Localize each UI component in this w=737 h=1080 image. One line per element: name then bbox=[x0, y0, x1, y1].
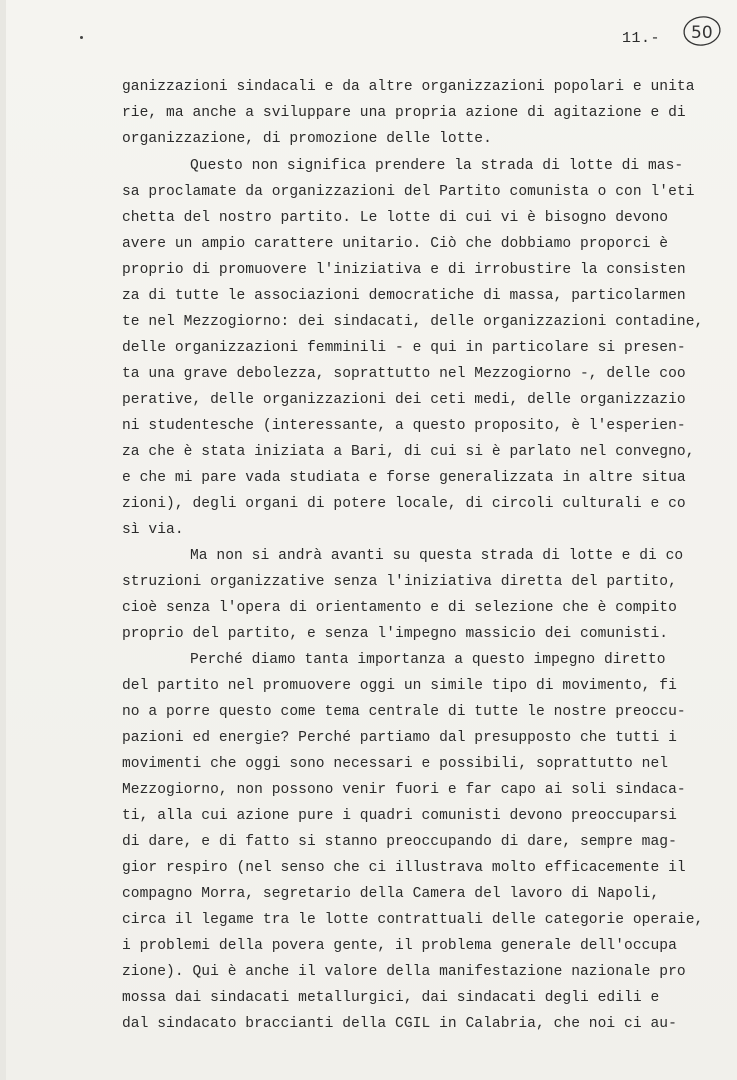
text-line: zione). Qui è anche il valore della manifestazione nazionale pro bbox=[122, 964, 686, 980]
speck bbox=[80, 36, 83, 39]
text-line: ta una grave debolezza, soprattutto nel Mezzogiorno -, delle coo bbox=[122, 366, 686, 382]
text-line: struzioni organizzative senza l'iniziativa diretta del partito, bbox=[122, 574, 677, 590]
handwritten-page-stamp bbox=[682, 14, 722, 48]
text-line: za che è stata iniziata a Bari, di cui si è parlato nel convegno, bbox=[122, 444, 695, 460]
text-line: te nel Mezzogiorno: dei sindacati, delle organizzazioni contadine, bbox=[122, 314, 704, 330]
text-line: ganizzazioni sindacali e da altre organizzazioni popolari e unita bbox=[122, 79, 695, 95]
text-line: i problemi della povera gente, il problema generale dell'occupa bbox=[122, 938, 677, 954]
text-line: proprio del partito, e senza l'impegno massicio dei comunisti. bbox=[122, 626, 669, 642]
text-line: gior respiro (nel senso che ci illustrava molto efficacemente il bbox=[122, 860, 686, 876]
text-line: chetta del nostro partito. Le lotte di cui vi è bisogno devono bbox=[122, 210, 669, 226]
text-line: perative, delle organizzazioni dei ceti medi, delle organizzazio bbox=[122, 392, 686, 408]
text-line: dal sindacato braccianti della CGIL in Calabria, che noi ci au- bbox=[122, 1016, 677, 1032]
text-line: Perché diamo tanta importanza a questo impegno diretto bbox=[190, 652, 666, 668]
text-line: del partito nel promuovere oggi un simile tipo di movimento, fi bbox=[122, 678, 677, 694]
page-edge bbox=[0, 0, 6, 1080]
text-line: pazioni ed energie? Perché partiamo dal presupposto che tutti i bbox=[122, 730, 677, 746]
text-line: no a porre questo come tema centrale di tutte le nostre preoccu- bbox=[122, 704, 686, 720]
text-line: za di tutte le associazioni democratiche di massa, particolarmen bbox=[122, 288, 686, 304]
text-line: Ma non si andrà avanti su questa strada di lotte e di co bbox=[190, 548, 684, 564]
text-line: di dare, e di fatto si stanno preoccupando di dare, sempre mag- bbox=[122, 834, 677, 850]
text-line: proprio di promuovere l'iniziativa e di irrobustire la consisten bbox=[122, 262, 686, 278]
page-number: 11.- bbox=[622, 30, 661, 47]
text-line: delle organizzazioni femminili - e qui in particolare si presen- bbox=[122, 340, 686, 356]
text-line: Questo non significa prendere la strada di lotte di mas- bbox=[190, 158, 684, 174]
text-line: rie, ma anche a sviluppare una propria azione di agitazione e di bbox=[122, 105, 686, 121]
text-line: e che mi pare vada studiata e forse generalizzata in altre situa bbox=[122, 470, 686, 486]
text-line: Mezzogiorno, non possono venir fuori e far capo ai soli sindaca- bbox=[122, 782, 686, 798]
text-line: ni studentesche (interessante, a questo proposito, è l'esperien- bbox=[122, 418, 686, 434]
text-line: sì via. bbox=[122, 522, 184, 538]
text-line: mossa dai sindacati metallurgici, dai sindacati degli edili e bbox=[122, 990, 660, 1006]
text-line: sa proclamate da organizzazioni del Partito comunista o con l'eti bbox=[122, 184, 695, 200]
text-line: movimenti che oggi sono necessari e possibili, soprattutto nel bbox=[122, 756, 669, 772]
text-line: organizzazione, di promozione delle lotte. bbox=[122, 131, 492, 147]
text-line: zioni), degli organi di potere locale, di circoli culturali e co bbox=[122, 496, 686, 512]
text-line: circa il legame tra le lotte contrattuali delle categorie operaie, bbox=[122, 912, 704, 928]
text-line: avere un ampio carattere unitario. Ciò che dobbiamo proporci è bbox=[122, 236, 669, 252]
text-line: compagno Morra, segretario della Camera del lavoro di Napoli, bbox=[122, 886, 660, 902]
text-line: cioè senza l'opera di orientamento e di selezione che è compito bbox=[122, 600, 677, 616]
stamp-number: 50 bbox=[691, 23, 713, 43]
text-line: ti, alla cui azione pure i quadri comunisti devono preoccuparsi bbox=[122, 808, 677, 824]
